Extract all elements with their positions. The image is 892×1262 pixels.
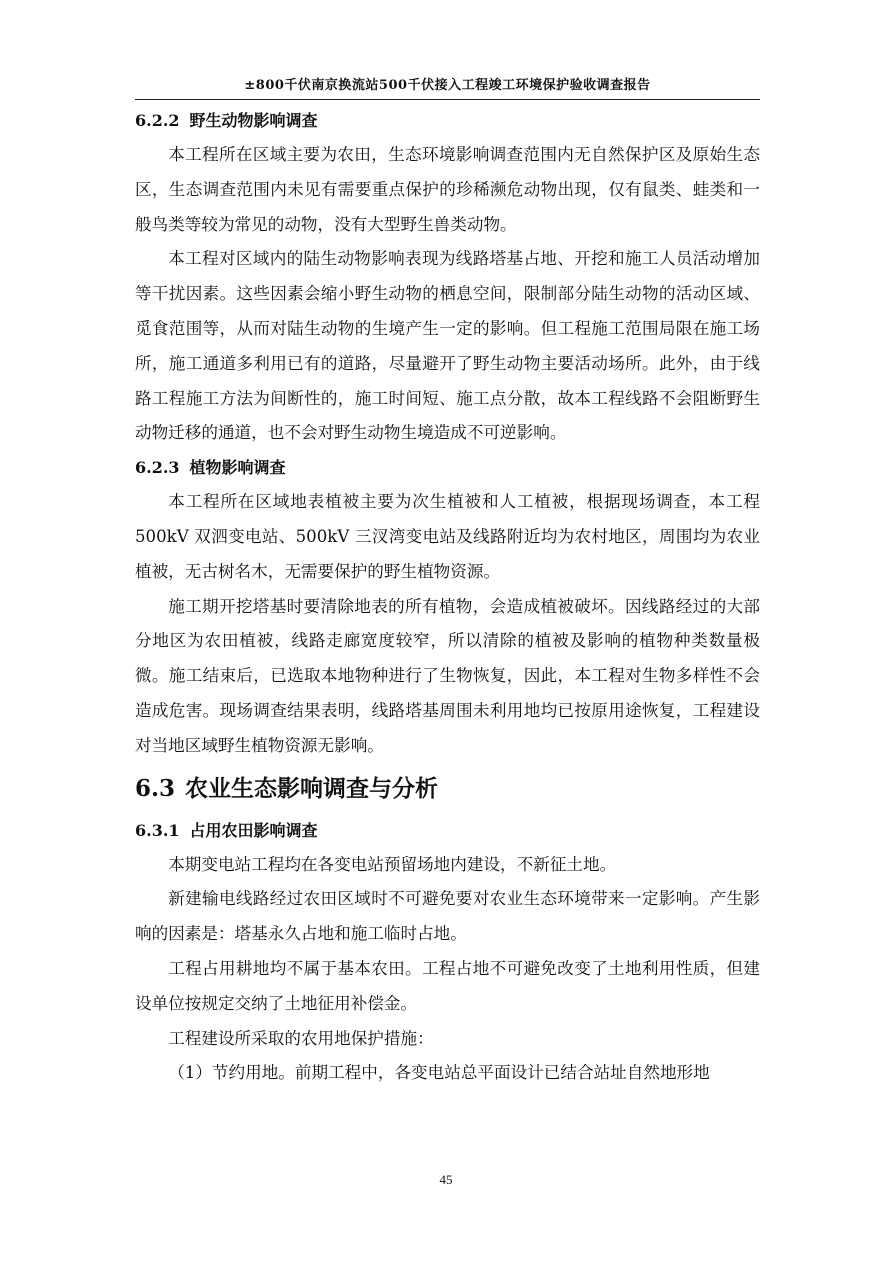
section-title: 占用农田影响调查 xyxy=(189,820,318,840)
section-title: 植物影响调查 xyxy=(189,458,286,478)
section-heading-6-2-2 xyxy=(135,104,760,138)
section-title: 野生动物影响调查 xyxy=(189,111,318,130)
paragraph: 本工程所在区域主要为农田，生态环境影响调查范围内无自然保护区及原始生态区，生态调查范围内未见有需要重点保护的珍稀濒危动物出现，仅有鼠类、蛙类和一般鸟类等较为常见的动物，没有大型野生兽类动物。 xyxy=(135,145,760,234)
header-rule xyxy=(135,99,760,100)
section-number: 6.3.1 xyxy=(135,820,180,840)
paragraph: 本期变电站工程均在各变电站预留场地内建设，不新征土地。 xyxy=(168,854,617,874)
section-number: 6.3 xyxy=(135,774,176,802)
paragraph: 施工期开挖塔基时要清除地表的所有植物，会造成植被破坏。因线路经过的大部分地区为农田植被，线路走廊宽度较窄，所以清除的植被及影响的植物种类数量极微。施工结束后，已选取本地物种进行了生物恢复，因此，本工程对生物多样性不会造成危害。现场调查结果表明，线路塔基周围未利用地均已按原用途恢复，工程建设对当地区域野生植物资源无影响。 xyxy=(135,596,760,755)
section-number: 6.2.3 xyxy=(135,458,180,478)
paragraph: 工程建设所采取的农用地保护措施： xyxy=(168,1028,434,1048)
paragraph: 本工程对区域内的陆生动物影响表现为线路塔基占地、开挖和施工人员活动增加等干扰因素。这些因素会缩小野生动物的栖息空间，限制部分陆生动物的活动区域、觅食范围等，从而对陆生动物的生境产生一定的影响。但工程施工范围局限在施工场所，施工通道多利用已有的道路，尽量避开了野生动物主要活动场所。此外，由于线路工程施工方法为间断性的，施工时间短、施工点分散，故本工程线路不会阻断野生动物迁移的通道，也不会对野生动物生境造成不可逆影响。 xyxy=(135,249,760,443)
paragraph: （1）节约用地。前期工程中，各变电站总平面设计已结合站址自然地形地 xyxy=(168,1063,710,1083)
paragraph: 工程占用耕地均不属于基本农田。工程占地不可避免改变了土地利用性质，但建设单位按规定交纳了土地征用补偿金。 xyxy=(135,958,760,1013)
page-number: 45 xyxy=(439,1172,453,1187)
section-number: 6.2.2 xyxy=(135,111,180,130)
page-content xyxy=(135,104,760,1091)
chapter-heading-6-3 xyxy=(135,764,760,814)
paragraph: 本工程所在区域地表植被主要为次生植被和人工植被，根据现场调查，本工程 500kV 双泗变电站、500kV 三汊湾变电站及线路附近均为农村地区，周围均为农业植被，无古树名木，无需要保护的野生植物资源。 xyxy=(135,492,760,581)
section-title: 农业生态影响调查与分析 xyxy=(185,774,439,802)
section-heading-6-3-1 xyxy=(135,814,760,848)
section-heading-6-2-3 xyxy=(135,451,760,485)
paragraph: 新建输电线路经过农田区域时不可避免要对农业生态环境带来一定影响。产生影响的因素是：塔基永久占地和施工临时占地。 xyxy=(135,889,760,944)
running-header: ±800千伏南京换流站500千伏接入工程竣工环境保护验收调查报告 xyxy=(244,78,651,93)
